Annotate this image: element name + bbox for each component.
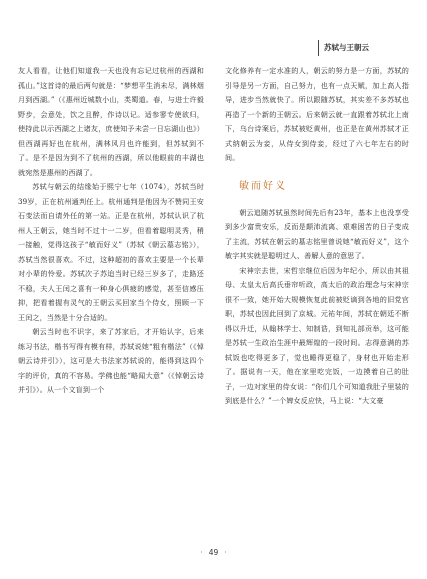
page-footer <box>0 548 427 557</box>
dot-icon: · <box>200 548 203 557</box>
paragraph: 宋神宗去世，宋哲宗继位后因为年纪小，所以由其祖母、太皇太后高氏垂帘听政，高太后的政治理念与宋神宗很不一致，她开始大规模恢复此前被贬谪到各地的旧党官职，苏轼也因此回到了京城。元祐年间，苏轼在朝廷不断得以升迁，从翰林学士、知制诰，到知礼部贡举，这可能是苏轼一生政治生涯中最辉煌的一段时间。志得意满的苏轼饭也吃得更多了，觉也睡得更稳了，身材也开始走形了。据说有一天，他在家里吃完饭，一边摸着自己的肚子，一边对家里的侍女说：“你们几个可知道我肚子里装的到底是什么？”一个婢女反应快，马上说：“大文豪 <box>225 265 409 405</box>
paragraph: 朝云当时也不识字，来了苏家后，才开始认字，后来练习书法，楷书写得有模有样，苏轼说她“粗有楷法”（《悼朝云诗并引》），这可是大书法家苏轼说的，能得到这四个字的评价，真的不容易。学佛也能“略闻大意”（《悼朝云诗并引》）。从一个文盲到一个 <box>18 327 204 394</box>
paragraph: 友人看看，让他们知道我一天也没有忘记过杭州的西湖和孤山。”这首诗的最后两句就是：“梦想平生消未尽，满林烟月到西湖。”（《惠州近城数小山，类蜀道。春，与进士许毅野步，会意处，饮之且醉，作诗以记。适参寥专使欲归，使持此以示西湖之上诸友，庶使知予未尝一日忘湖山也》）但西湖再好也在杭州，满林风月也许能到，但苏轼到不了。是不是因为到不了杭州的西湖，所以他眼前的丰湖也就宛然是惠州的西湖了。 <box>18 66 204 177</box>
right-column <box>225 64 409 409</box>
running-header: 苏轼与王朝云 <box>318 40 408 56</box>
page-number: 49 <box>208 548 219 557</box>
left-column <box>18 64 204 398</box>
paragraph: 朝云追随苏轼虽然时间先后有23年，基本上也没享受到多少富贵安乐，反而是颠沛流离、艰难困苦的日子变成了主流，苏轼在朝云的墓志铭里曾说她“敏而好义”，这个敏字其实就是聪明过人、善解人意的意思了。 <box>225 207 409 260</box>
paragraph: 文化修养有一定水准的人，朝云的努力是一方面，苏轼的引导是另一方面，自己努力，也有一点天赋，加上高人指导，进步当然就快了。所以跟随苏轼，其实差不多苏轼也再造了一个新的王朝云。后来朝云就一直跟着苏轼北上南下，乌台诗案后，苏轼被贬黄州，也正是在黄州苏轼才正式纳朝云为妾，从侍女到侍妾，经过了六七年左右的时间。 <box>225 66 409 162</box>
section-heading: 敏而好义 <box>239 180 287 192</box>
paragraph: 苏轼与朝云的结缘始于熙宁七年（1074），苏轼当时39岁，正在杭州通判任上。杭州通判是他因为不赞同王安石变法而自请外任的第一站。正是在杭州，苏轼认识了杭州人王朝云，她当时不过十一二岁，但看着聪明灵秀，稍一接触，觉得这孩子“敏而好义”（苏轼《朝云墓志铭》），苏轼当然很喜欢。不过，这种超初的喜欢主要是一个长辈对小辈的怜爱。苏轼次子苏迨当时已经三岁多了，走路还不稳，夫人王闰之喜有一种身心俱疲的感觉，甚至信感压抑，把看着握有灵气的王朝云买回家当个侍女，照顾一下王闰之，当然是十分合适的。 <box>18 182 204 322</box>
dot-icon: · <box>224 548 227 557</box>
